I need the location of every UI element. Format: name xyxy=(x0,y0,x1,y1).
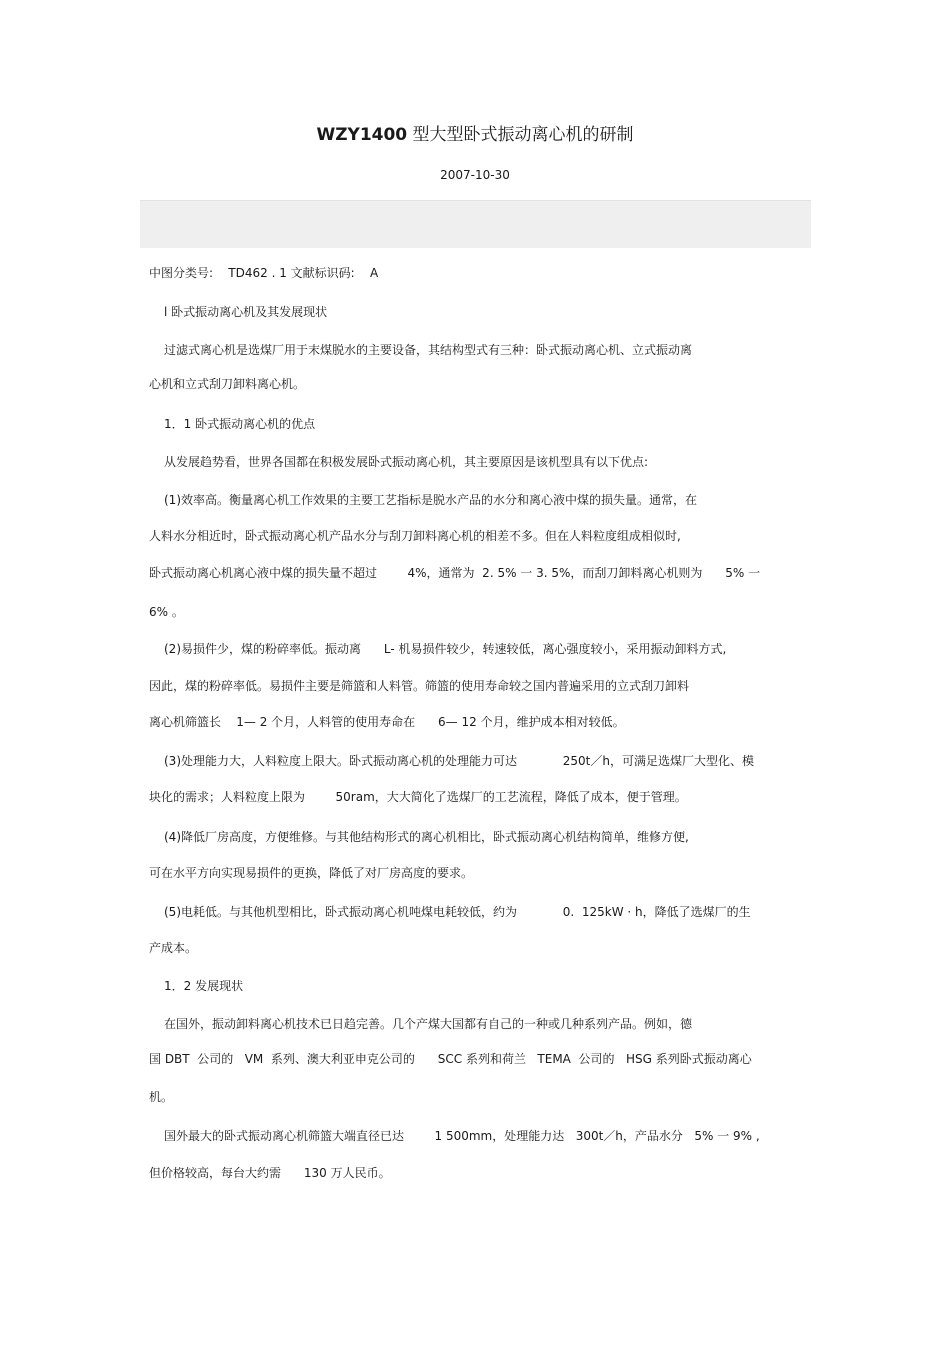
paragraph-line: 过滤式离心机是选煤厂用于末煤脱水的主要设备，其结构型式有三种：卧式振动离心机、立式振动离 xyxy=(164,343,693,357)
paragraph-line: 心机和立式刮刀卸料离心机。 xyxy=(149,377,306,391)
paragraph-line: 从发展趋势看，世界各国都在积极发展卧式振动离心机，其主要原因是该机型具有以下优点: xyxy=(164,455,649,469)
paragraph-line: (4)降低厂房高度，方便维修。与其他结构形式的离心机相比，卧式振动离心机结构简单，维修方便, xyxy=(164,830,689,844)
paragraph-line: 国 DBT 公司的 VM 系列、澳大利亚申克公司的 SCC 系列和荷兰 TEMA 公司的 HSG 系列卧式振动离心 xyxy=(149,1052,752,1066)
title-model-code: WZY1400 xyxy=(316,125,408,145)
blank-gray-banner xyxy=(140,200,811,248)
classification-line: 中图分类号: TD462 . 1 文献标识码: A xyxy=(149,266,379,280)
paragraph-line: 产成本。 xyxy=(149,941,198,955)
subsection-heading-1-1: 1．1 卧式振动离心机的优点 xyxy=(164,417,316,431)
paragraph-line: 可在水平方向实现易损件的更换，降低了对厂房高度的要求。 xyxy=(149,866,474,880)
paragraph-line: (5)电耗低。与其他机型相比，卧式振动离心机吨煤电耗较低，约为 0. 125kW · h，降低了选煤厂的生 xyxy=(164,905,751,919)
publish-date: 2007-10-30 xyxy=(440,168,510,182)
paragraph-line: 块化的需求；人料粒度上限为 50ram，大大简化了选煤厂的工艺流程，降低了成本，便于管理。 xyxy=(149,790,687,804)
paragraph-line: 卧式振动离心机离心液中煤的损失量不超过 4%，通常为 2. 5% 一 3. 5%，而刮刀卸料离心机则为 5% 一 xyxy=(149,566,761,580)
paragraph-line: 6% 。 xyxy=(149,605,184,619)
page-title xyxy=(0,124,950,146)
paragraph-line: 人料水分相近时，卧式振动离心机产品水分与刮刀卸料离心机的相差不多。但在人料粒度组成相似时, xyxy=(149,529,681,543)
paragraph-line: 机。 xyxy=(149,1090,174,1104)
subsection-heading-1-2: 1．2 发展现状 xyxy=(164,979,244,993)
paragraph-line: 在国外，振动卸料离心机技术已日趋完善。几个产煤大国都有自己的一种或几种系列产品。例如，德 xyxy=(164,1017,693,1031)
paragraph-line: (1)效率高。衡量离心机工作效果的主要工艺指标是脱水产品的水分和离心液中煤的损失量。通常，在 xyxy=(164,493,698,507)
paragraph-line: (3)处理能力大，人料粒度上限大。卧式振动离心机的处理能力可达 250t／h，可满足选煤厂大型化、模 xyxy=(164,754,754,768)
paragraph-line: 但价格较高，每台大约需 130 万人民币。 xyxy=(149,1166,391,1180)
paragraph-line: 国外最大的卧式振动离心机筛篮大端直径已达 1 500mm，处理能力达 300t／h，产品水分 5% 一 9% , xyxy=(164,1129,760,1143)
title-text: 型大型卧式振动离心机的研制 xyxy=(407,125,634,145)
paragraph-line: 因此，煤的粉碎率低。易损件主要是筛篮和人料管。筛篮的使用寿命较之国内普遍采用的立式刮刀卸料 xyxy=(149,679,690,693)
paragraph-line: 离心机筛篮长 1— 2 个月，人料管的使用寿命在 6— 12 个月，维护成本相对较低。 xyxy=(149,715,625,729)
section-heading-1: l 卧式振动离心机及其发展现状 xyxy=(164,305,328,319)
paragraph-line: (2)易损件少，煤的粉碎率低。振动离 L- 机易损件较少，转速较低，离心强度较小，采用振动卸料方式, xyxy=(164,642,727,656)
